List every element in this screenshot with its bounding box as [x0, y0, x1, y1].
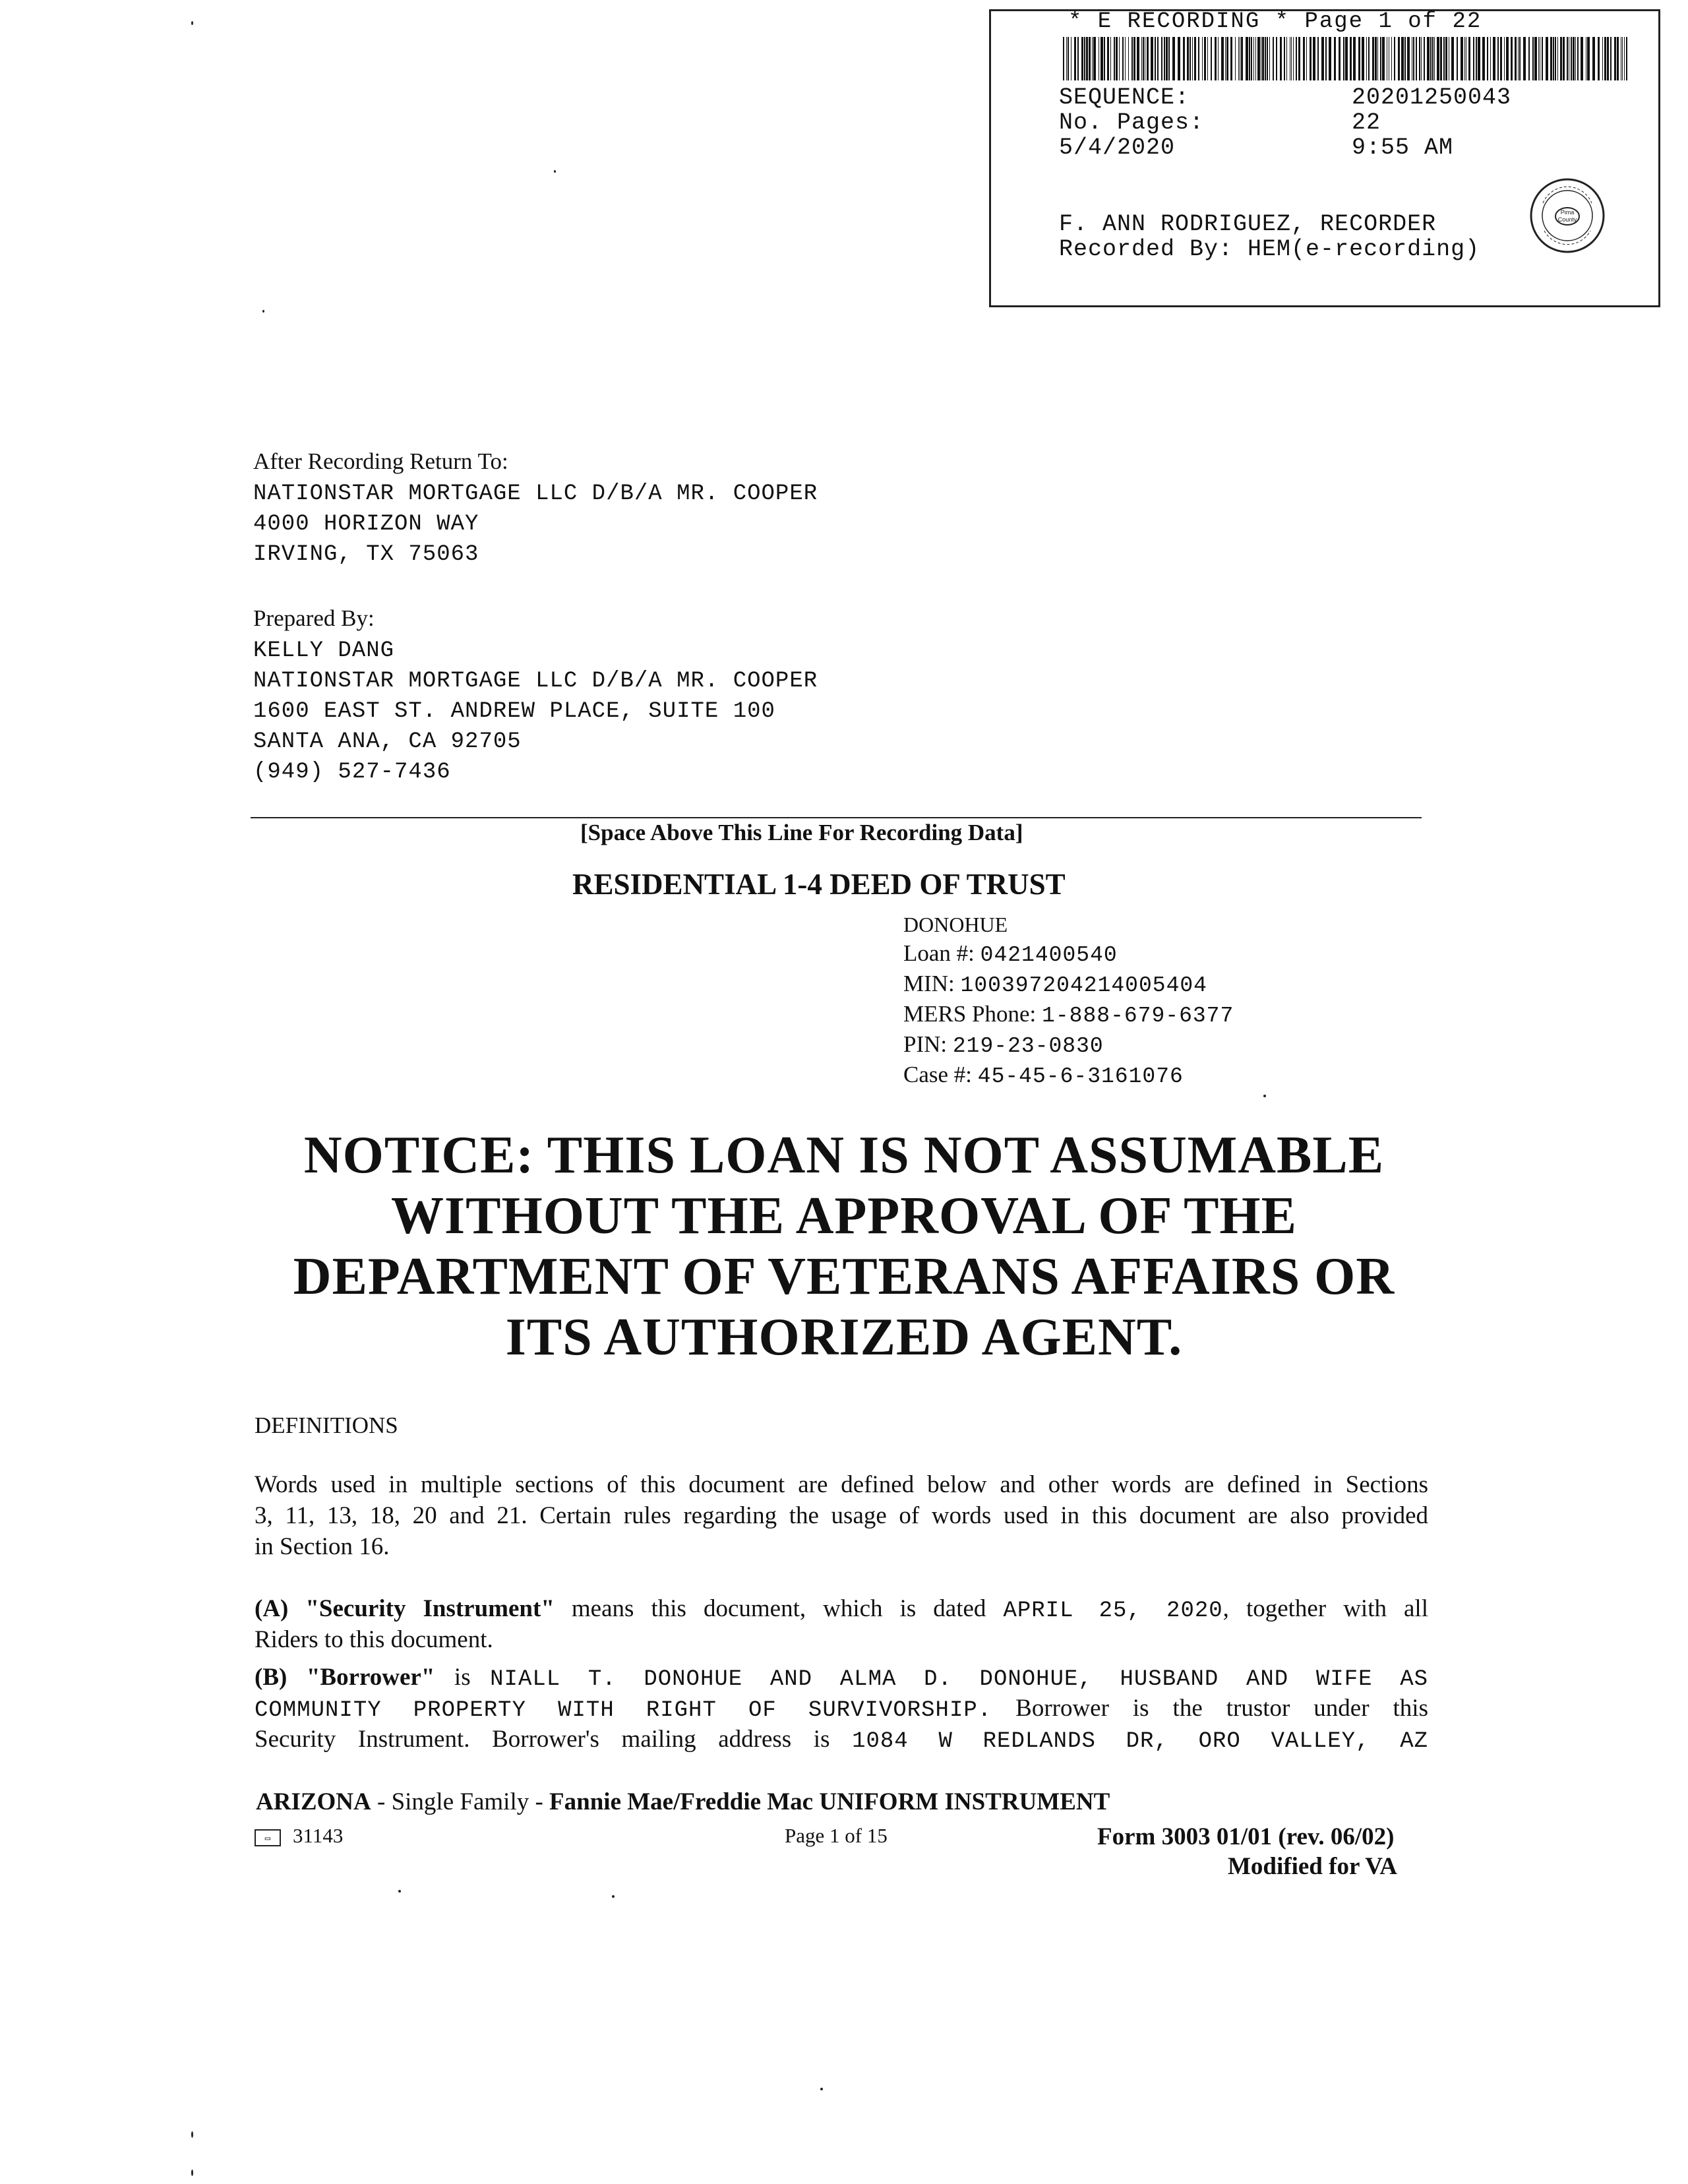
barcode-bar [1432, 37, 1433, 80]
return-to-label: After Recording Return To: [253, 448, 508, 474]
barcode-bar [1345, 37, 1348, 80]
barcode-bar [1286, 37, 1287, 80]
barcode-bar [1581, 37, 1583, 80]
barcode-bar [1317, 37, 1319, 80]
prepared-by-line: SANTA ANA, CA 92705 [253, 729, 522, 754]
barcode-bar [1255, 37, 1256, 80]
barcode-bar [1225, 37, 1226, 80]
barcode-bar [1587, 37, 1590, 80]
barcode-bar [1334, 37, 1336, 80]
barcode-bar [1253, 37, 1254, 80]
prepared-by-label: Prepared By: [253, 605, 375, 631]
barcode-bar [1437, 37, 1439, 80]
prepared-by-line: KELLY DANG [253, 638, 395, 663]
barcode-bar [1553, 37, 1554, 80]
barcode-bar [1542, 37, 1543, 80]
barcode-bar [1451, 37, 1454, 80]
borrower-names: COMMUNITY PROPERTY WITH RIGHT OF SURVIVORSHIP. [255, 1698, 992, 1723]
barcode-bar [1421, 37, 1422, 80]
barcode-bar [1122, 37, 1124, 80]
barcode-bar [1246, 37, 1248, 80]
barcode-bar [1506, 37, 1509, 80]
barcode-bar [1194, 37, 1196, 80]
intro-line: 3, 11, 13, 18, 20 and 21. Certain rules regarding the usage of words used in this document are also provided [255, 1502, 1428, 1529]
barcode-bar [1192, 37, 1193, 80]
barcode-bar [1267, 37, 1268, 80]
barcode-bar [1151, 37, 1153, 80]
form-logo-icon: ▭ [255, 1829, 281, 1846]
barcode-bar [1298, 37, 1300, 80]
barcode-bar [1413, 37, 1414, 80]
barcode-bar [1424, 37, 1425, 80]
barcode-bar [1427, 37, 1430, 80]
definition-b-line2 [255, 1693, 1428, 1726]
barcode-bar [1306, 37, 1307, 80]
barcode-bar [1291, 37, 1292, 80]
barcode-bar [1221, 37, 1224, 80]
barcode-bar [1284, 37, 1285, 80]
barcode-bar [1571, 37, 1572, 80]
barcode-bar [1468, 37, 1470, 80]
barcode-bar [1368, 37, 1370, 80]
barcode-bar [1473, 37, 1474, 80]
barcode-bar [1528, 37, 1530, 80]
barcode-bar [1461, 37, 1463, 80]
barcode-bar [1183, 37, 1185, 80]
barcode-bar [1538, 37, 1539, 80]
barcode-bar [1598, 37, 1600, 80]
barcode-bar [1235, 37, 1236, 80]
barcode-bar [1107, 37, 1109, 80]
pages-value: 22 [1352, 109, 1381, 136]
barcode-bar [1100, 37, 1103, 80]
definition-a [255, 1593, 1428, 1627]
svg-text:County: County [1557, 216, 1577, 223]
barcode-bar [1310, 37, 1311, 80]
form-footer-title [256, 1788, 1110, 1816]
barcode-bar [1490, 37, 1491, 80]
barcode-bar [1276, 37, 1277, 80]
barcode-bar [1602, 37, 1603, 80]
min-label: MIN: [903, 971, 955, 996]
barcode-bar [1350, 37, 1352, 80]
barcode-bar [1511, 37, 1513, 80]
barcode-bar [1226, 37, 1228, 80]
footer-state: ARIZONA [256, 1788, 371, 1815]
county-seal-icon [1528, 177, 1606, 255]
scan-speck [554, 170, 556, 173]
barcode-bar [1362, 37, 1364, 80]
barcode-bar [1155, 37, 1156, 80]
barcode-bar [1119, 37, 1120, 80]
loan-number-label: Loan #: [903, 940, 975, 966]
pages-label: No. Pages: [1059, 109, 1205, 136]
barcode-bar [1382, 37, 1385, 80]
recorded-by: Recorded By: HEM(e-recording) [1059, 236, 1480, 262]
barcode-bar [1141, 37, 1142, 80]
barcode-bar [1443, 37, 1445, 80]
definition-a-text: , together with all [1222, 1595, 1428, 1622]
return-to-line: NATIONSTAR MORTGAGE LLC D/B/A MR. COOPER [253, 481, 818, 506]
barcode-bar [1178, 37, 1180, 80]
barcode-bar [1241, 37, 1243, 80]
recording-time: 9:55 AM [1352, 135, 1454, 161]
form-number: Form 3003 01/01 (rev. 06/02) [1097, 1823, 1395, 1850]
barcode-bar [1190, 37, 1191, 80]
barcode-bar [1198, 37, 1199, 80]
barcode-bar [1604, 37, 1606, 80]
definition-a-text: means this document, which is dated [554, 1595, 1004, 1622]
prepared-by-line: NATIONSTAR MORTGAGE LLC D/B/A MR. COOPER [253, 669, 818, 694]
definition-b-line3 [255, 1724, 1428, 1757]
barcode-bar [1081, 37, 1083, 80]
barcode-bar [1607, 37, 1609, 80]
scan-speck [191, 2169, 193, 2176]
barcode-bar [1372, 37, 1374, 80]
definitions-heading: DEFINITIONS [255, 1412, 398, 1438]
va-assumability-notice [198, 1125, 1490, 1368]
scan-speck [191, 21, 193, 25]
definition-b-label: (B) "Borrower" [255, 1664, 435, 1691]
space-above-note: [Space Above This Line For Recording Data] [580, 820, 1023, 845]
barcode-bar [1104, 37, 1105, 80]
barcode-bar [1238, 37, 1239, 80]
barcode-bar [1092, 37, 1093, 80]
barcode-bar [1157, 37, 1159, 80]
scan-speck [1263, 1095, 1266, 1097]
barcode-bar [1478, 37, 1480, 80]
prepared-by-line: 1600 EAST ST. ANDREW PLACE, SUITE 100 [253, 699, 775, 724]
mers-phone-row [903, 1001, 1234, 1028]
barcode-bar [1303, 37, 1305, 80]
barcode-bar [1550, 37, 1552, 80]
barcode-bar [1339, 37, 1341, 80]
barcode-bar [1128, 37, 1129, 80]
sequence-label: SEQUENCE: [1059, 84, 1190, 111]
barcode-bar [1269, 37, 1270, 80]
recording-data-divider [251, 817, 1422, 818]
barcode-bar [1416, 37, 1417, 80]
barcode-bar [1377, 37, 1378, 80]
scan-speck [262, 310, 264, 313]
intro-line: in Section 16. [255, 1533, 390, 1560]
scan-speck [820, 2088, 823, 2090]
sequence-value: 20201250043 [1352, 84, 1512, 111]
barcode-bar [1215, 37, 1217, 80]
barcode-bar [1575, 37, 1576, 80]
barcode-bar [1116, 37, 1118, 80]
barcode-bar [1500, 37, 1502, 80]
barcode-bar [1563, 37, 1565, 80]
barcode-bar [1380, 37, 1381, 80]
barcode-bar [1487, 37, 1488, 80]
definition-a-line2: Riders to this document. [255, 1626, 493, 1653]
barcode-bar [1419, 37, 1420, 80]
barcode-bar [1592, 37, 1595, 80]
barcode-bar [1555, 37, 1556, 80]
notice-line: ITS AUTHORIZED AGENT. [505, 1308, 1183, 1366]
barcode-bar [1557, 37, 1558, 80]
case-number-value: 45-45-6-3161076 [977, 1064, 1184, 1089]
footer-separator: - Single Family - [371, 1788, 550, 1815]
barcode-bar [1366, 37, 1367, 80]
barcode-bar [1293, 37, 1294, 80]
deed-title: RESIDENTIAL 1-4 DEED OF TRUST [572, 868, 1066, 901]
barcode-bar [1089, 37, 1091, 80]
barcode-bar [1265, 37, 1266, 80]
min-row [903, 971, 1207, 998]
barcode-bar [1622, 37, 1623, 80]
barcode-bar [1353, 37, 1356, 80]
barcode-bar [1401, 37, 1404, 80]
scan-speck [191, 2131, 193, 2138]
barcode-bar [1532, 37, 1534, 80]
case-number-row [903, 1062, 1184, 1089]
barcode-bar [1068, 37, 1069, 80]
barcode-bar [1573, 37, 1575, 80]
case-number-label: Case #: [903, 1062, 973, 1087]
barcode-bar [1343, 37, 1344, 80]
barcode-bar [1560, 37, 1562, 80]
barcode-bar [1440, 37, 1442, 80]
barcode-bar [1398, 37, 1400, 80]
recorder-name: F. ANN RODRIGUEZ, RECORDER [1059, 211, 1437, 237]
borrower-address: 1084 W REDLANDS DR, ORO VALLEY, AZ [852, 1729, 1428, 1754]
barcode-bar [1626, 37, 1627, 80]
barcode-bar [1493, 37, 1495, 80]
barcode-bar [1074, 37, 1076, 80]
definition-b-text: Borrower is the trustor under this [992, 1695, 1428, 1722]
barcode-bar [1249, 37, 1250, 80]
barcode-bar [1325, 37, 1327, 80]
mers-phone-value: 1-888-679-6377 [1042, 1004, 1234, 1028]
barcode-bar [1187, 37, 1189, 80]
barcode-bar [1207, 37, 1208, 80]
barcode-bar [1230, 37, 1232, 80]
barcode-bar [1358, 37, 1360, 80]
barcode-bar [1086, 37, 1088, 80]
page-indicator: Page 1 of 15 [785, 1824, 888, 1847]
barcode-bar [1567, 37, 1568, 80]
barcode-bar [1063, 37, 1064, 80]
barcode-bar [1137, 37, 1139, 80]
barcode-bar [1519, 37, 1521, 80]
barcode-bar [1321, 37, 1324, 80]
barcode-bar [1445, 37, 1447, 80]
barcode-bar [1457, 37, 1458, 80]
barcode-bar [1093, 37, 1096, 80]
barcode-bar [1476, 37, 1477, 80]
prepared-by-line: (949) 527-7436 [253, 760, 451, 785]
pin-value: 219-23-0830 [952, 1034, 1104, 1058]
loan-number-value: 0421400540 [980, 943, 1118, 967]
barcode-bar [1280, 37, 1282, 80]
modified-for-va: Modified for VA [1228, 1853, 1397, 1880]
barcode-bar [1546, 37, 1548, 80]
scan-speck [398, 1890, 401, 1893]
barcode-bar [1077, 37, 1079, 80]
return-to-line: 4000 HORIZON WAY [253, 512, 479, 537]
barcode-bar [1211, 37, 1212, 80]
barcode-bar [1518, 37, 1519, 80]
barcode-bar [1296, 37, 1297, 80]
barcode-bar [1407, 37, 1410, 80]
form-code: 31143 [293, 1824, 344, 1847]
return-to-line: IRVING, TX 75063 [253, 542, 479, 567]
barcode-bar [1125, 37, 1126, 80]
barcode-bar [1166, 37, 1168, 80]
barcode-bar [1172, 37, 1175, 80]
barcode-bar [1114, 37, 1115, 80]
barcode-bar [1143, 37, 1144, 80]
barcode-bar [1251, 37, 1252, 80]
mers-phone-label: MERS Phone: [903, 1001, 1037, 1027]
barcode-bar [1610, 37, 1612, 80]
barcode-bar [1434, 37, 1435, 80]
definition-a-label: (A) "Security Instrument" [255, 1595, 555, 1622]
barcode-bar [1313, 37, 1315, 80]
barcode-bar [1262, 37, 1264, 80]
barcode-bar [1133, 37, 1135, 80]
notice-line: NOTICE: THIS LOAN IS NOT ASSUMABLE [303, 1126, 1385, 1184]
footer-uniform: Fannie Mae/Freddie Mac UNIFORM INSTRUMENT [549, 1788, 1110, 1815]
barcode-bar [1577, 37, 1579, 80]
notice-line: WITHOUT THE APPROVAL OF THE [390, 1187, 1298, 1245]
recording-header: * E RECORDING * Page 1 of 22 [1068, 9, 1482, 34]
definition-b-text: is [435, 1664, 491, 1691]
barcode-bar [1515, 37, 1517, 80]
barcode-bar [1464, 37, 1465, 80]
barcode-bar [1391, 37, 1392, 80]
definition-b [255, 1662, 1428, 1695]
barcode-bar [1131, 37, 1133, 80]
barcode [1063, 37, 1630, 80]
loan-number-row [903, 940, 1118, 967]
barcode-bar [1534, 37, 1537, 80]
barcode-bar [1375, 37, 1377, 80]
barcode-bar [1084, 37, 1085, 80]
intro-line: Words used in multiple sections of this document are defined below and other words are defined in Sections [255, 1471, 1428, 1498]
barcode-bar [1273, 37, 1274, 80]
barcode-bar [1504, 37, 1505, 80]
barcode-bar [1257, 37, 1260, 80]
barcode-bar [1147, 37, 1149, 80]
scan-speck [612, 1895, 615, 1898]
barcode-bar [1624, 37, 1625, 80]
svg-text:Pima: Pima [1560, 209, 1575, 216]
pin-label: PIN: [903, 1031, 948, 1057]
barcode-bar [1430, 37, 1432, 80]
barcode-bar [1161, 37, 1162, 80]
pin-row [903, 1031, 1104, 1058]
barcode-bar [1404, 37, 1406, 80]
barcode-bar [1168, 37, 1170, 80]
notice-line: DEPARTMENT OF VETERANS AFFAIRS OR [293, 1248, 1395, 1306]
definition-a-date: APRIL 25, 2020 [1003, 1598, 1223, 1623]
min-value: 100397204214005404 [960, 973, 1207, 998]
recording-date: 5/4/2020 [1059, 135, 1176, 161]
borrower-surname: DONOHUE [903, 913, 1008, 936]
barcode-bar [1497, 37, 1499, 80]
barcode-bar [1394, 37, 1395, 80]
barcode-bar [1617, 37, 1619, 80]
barcode-bar [1329, 37, 1331, 80]
barcode-bar [1218, 37, 1219, 80]
barcode-bar [1066, 37, 1067, 80]
barcode-bar [1614, 37, 1616, 80]
barcode-bar [1110, 37, 1111, 80]
barcode-bar [1482, 37, 1485, 80]
barcode-bar [1164, 37, 1165, 80]
barcode-bar [1204, 37, 1206, 80]
barcode-bar [1523, 37, 1526, 80]
barcode-bar [1202, 37, 1203, 80]
borrower-names: NIALL T. DONOHUE AND ALMA D. DONOHUE, HUSBAND AND WIFE AS [490, 1667, 1429, 1692]
definition-b-text: Security Instrument. Borrower's mailing address is [255, 1726, 853, 1753]
